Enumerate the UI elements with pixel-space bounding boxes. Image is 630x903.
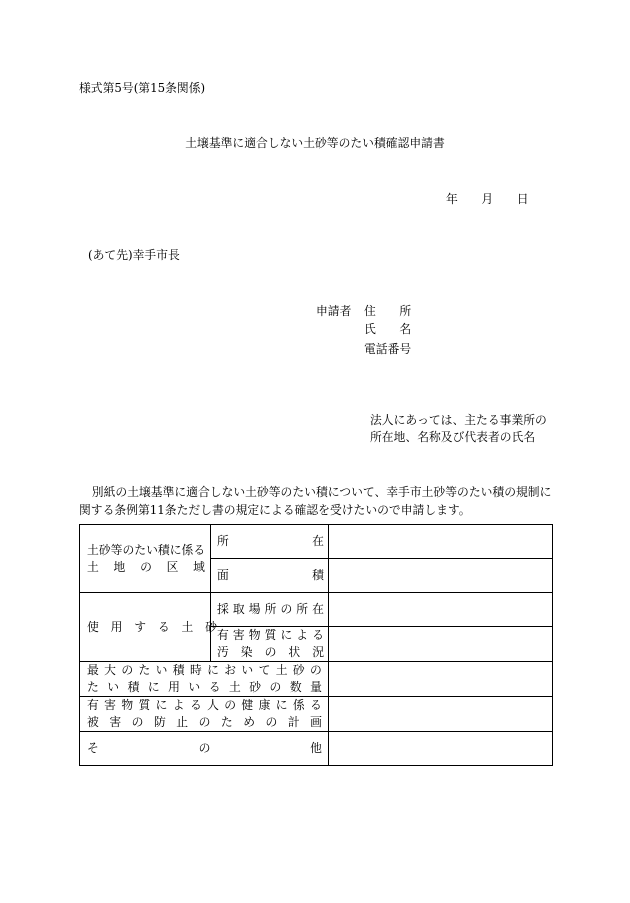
glyph: の	[265, 715, 278, 729]
glyph	[99, 619, 111, 636]
max-volume-label-line	[87, 679, 322, 696]
applicant-phone-label: 電話番号	[364, 342, 412, 356]
glyph: 画	[310, 715, 322, 729]
glyph: そ	[87, 741, 99, 755]
glyph: 康	[258, 698, 271, 712]
glyph: よ	[296, 628, 309, 642]
contamination-value-cell	[329, 627, 553, 662]
glyph: の	[269, 680, 282, 694]
glyph: 他	[310, 741, 322, 755]
glyph: い	[188, 680, 201, 694]
glyph: 健	[241, 698, 254, 712]
glyph: た	[138, 663, 151, 677]
contamination-label-cell	[211, 627, 329, 662]
glyph: た	[220, 715, 233, 729]
table-row	[80, 662, 553, 697]
glyph: い	[107, 680, 120, 694]
glyph: 状	[288, 645, 301, 659]
glyph: 土	[228, 680, 241, 694]
glyph: す	[134, 619, 147, 634]
glyph	[280, 567, 292, 584]
source-location-label	[217, 601, 324, 618]
glyph	[100, 559, 112, 576]
glyph: 土	[87, 542, 99, 557]
land-area-label-line	[87, 559, 205, 576]
glyph	[193, 619, 205, 636]
glyph: る	[193, 542, 206, 557]
other-label	[87, 740, 322, 757]
glyph: 採	[217, 602, 229, 616]
glyph: 害	[104, 698, 116, 712]
glyph: 砂	[98, 542, 111, 557]
prevention-plan-label-cell	[80, 697, 329, 732]
glyph: 止	[176, 715, 189, 729]
glyph: 有	[87, 698, 99, 712]
table-row	[80, 732, 553, 766]
glyph: 係	[292, 698, 305, 712]
glyph	[280, 533, 292, 550]
glyph: た	[134, 542, 147, 557]
glyph	[161, 740, 173, 757]
contamination-label-line	[217, 627, 324, 644]
glyph	[170, 619, 182, 636]
prevention-plan-label-line	[87, 697, 322, 714]
glyph: 量	[310, 680, 322, 694]
glyph: い	[146, 542, 158, 557]
prevention-plan-label-line	[87, 714, 322, 731]
other-value-cell	[329, 732, 553, 766]
glyph: 有	[217, 628, 229, 642]
glyph: 積	[157, 542, 170, 557]
land-area-label-cell	[80, 525, 211, 593]
applicant-address-label: 住 所	[364, 304, 412, 318]
glyph: い	[155, 663, 168, 677]
glyph: の	[122, 542, 135, 557]
glyph: の	[264, 645, 277, 659]
date-line: 年 月 日	[446, 192, 529, 206]
glyph: の	[140, 559, 152, 574]
glyph: 使	[87, 619, 99, 634]
glyph: の	[280, 602, 293, 616]
source-location-label-cell	[211, 593, 329, 627]
glyph: る	[208, 680, 221, 694]
glyph: の	[310, 663, 322, 677]
land-location-label-cell	[211, 525, 329, 559]
glyph: て	[258, 663, 271, 677]
glyph: 用	[168, 680, 180, 694]
glyph: 汚	[217, 645, 229, 659]
land-area-label-line	[87, 542, 205, 559]
glyph: 砂	[249, 680, 262, 694]
table-row	[80, 697, 553, 732]
application-table	[79, 524, 553, 766]
glyph: に	[207, 663, 219, 677]
glyph	[273, 740, 285, 757]
glyph: 在	[312, 534, 324, 548]
applicant-name-label: 氏 名	[364, 322, 412, 336]
glyph: い	[241, 663, 254, 677]
glyph: 土	[87, 559, 99, 574]
land-area-size-value-cell	[329, 559, 553, 593]
glyph: 所	[217, 534, 229, 548]
glyph: 被	[87, 715, 99, 729]
glyph: の	[198, 741, 211, 755]
glyph: 物	[248, 628, 261, 642]
glyph: の	[121, 663, 134, 677]
glyph	[124, 740, 136, 757]
glyph: 取	[232, 602, 245, 616]
glyph: 域	[193, 559, 205, 574]
glyph: 土	[275, 663, 288, 677]
glyph: の	[198, 715, 211, 729]
glyph: 計	[287, 715, 300, 729]
table-row	[80, 525, 553, 559]
addressee: (あて先)幸手市長	[88, 248, 180, 262]
glyph: た	[87, 680, 99, 694]
land-area-size-label-cell	[211, 559, 329, 593]
glyph	[249, 567, 261, 584]
glyph: 土	[181, 619, 194, 634]
glyph: る	[189, 698, 202, 712]
body-text-line: 別紙の土壌基準に適合しない土砂等のたい積について、幸手市土砂等のたい積の規制に	[80, 485, 552, 499]
glyph: 等	[110, 542, 123, 557]
corporate-note-line: 所在地、名称及び代表者の氏名	[370, 430, 536, 444]
glyph: の	[131, 715, 144, 729]
glyph: 物	[121, 698, 134, 712]
glyph: の	[224, 698, 237, 712]
max-volume-value-cell	[329, 662, 553, 697]
glyph: 所	[296, 602, 309, 616]
max-volume-label-line	[87, 662, 322, 679]
glyph: 用	[110, 619, 123, 634]
glyph: に	[280, 628, 293, 642]
glyph: 積	[127, 680, 140, 694]
source-location-value-cell	[329, 593, 553, 627]
glyph: 係	[181, 542, 194, 557]
glyph: に	[275, 698, 288, 712]
form-number: 様式第5号(第15条関係)	[79, 81, 206, 95]
glyph: に	[147, 680, 160, 694]
glyph	[236, 740, 248, 757]
glyph: る	[310, 698, 322, 712]
glyph: 積	[172, 663, 185, 677]
prevention-plan-value-cell	[329, 697, 553, 732]
glyph: 染	[240, 645, 253, 659]
applicant-label: 申請者	[316, 304, 352, 318]
glyph: 害	[109, 715, 122, 729]
table-row	[80, 593, 553, 627]
glyph: 砂	[205, 619, 217, 634]
glyph: る	[157, 619, 170, 634]
glyph: る	[312, 628, 324, 642]
glyph: 数	[289, 680, 302, 694]
glyph: め	[243, 715, 255, 729]
glyph: 在	[312, 602, 324, 616]
glyph: お	[224, 663, 237, 677]
soil-used-label-cell	[80, 593, 217, 662]
glyph: 質	[138, 698, 151, 712]
glyph: に	[169, 542, 182, 557]
corporate-note-line: 法人にあっては、主たる事業所の	[370, 413, 547, 427]
form-title: 土壌基準に適合しない土砂等のたい積確認申請書	[185, 136, 445, 150]
glyph: 面	[217, 568, 229, 582]
glyph: 大	[104, 663, 116, 677]
glyph: 地	[113, 559, 126, 574]
glyph	[249, 533, 261, 550]
other-label-cell	[80, 732, 329, 766]
max-volume-label-cell	[80, 662, 329, 697]
glyph	[127, 559, 139, 576]
glyph: 時	[189, 663, 202, 677]
land-location-label	[217, 533, 324, 550]
glyph: 場	[248, 602, 261, 616]
glyph: 防	[153, 715, 166, 729]
glyph: 区	[166, 559, 179, 574]
glyph: 況	[312, 645, 324, 659]
glyph: 砂	[292, 663, 305, 677]
glyph	[153, 559, 165, 576]
body-text-line: 関する条例第11条ただし書の規定による確認を受けたいので申請します。	[79, 503, 471, 517]
glyph: 人	[207, 698, 219, 712]
glyph: に	[155, 698, 168, 712]
glyph	[122, 619, 134, 636]
glyph: 最	[87, 663, 99, 677]
glyph: 所	[264, 602, 277, 616]
land-area-size-label	[217, 567, 324, 584]
glyph	[180, 559, 192, 576]
glyph: 積	[312, 568, 324, 582]
soil-used-label	[87, 619, 217, 636]
contamination-label-line	[217, 644, 324, 661]
land-location-value-cell	[329, 525, 553, 559]
glyph: 害	[232, 628, 245, 642]
glyph: 質	[264, 628, 277, 642]
glyph	[146, 619, 158, 636]
glyph: よ	[172, 698, 185, 712]
